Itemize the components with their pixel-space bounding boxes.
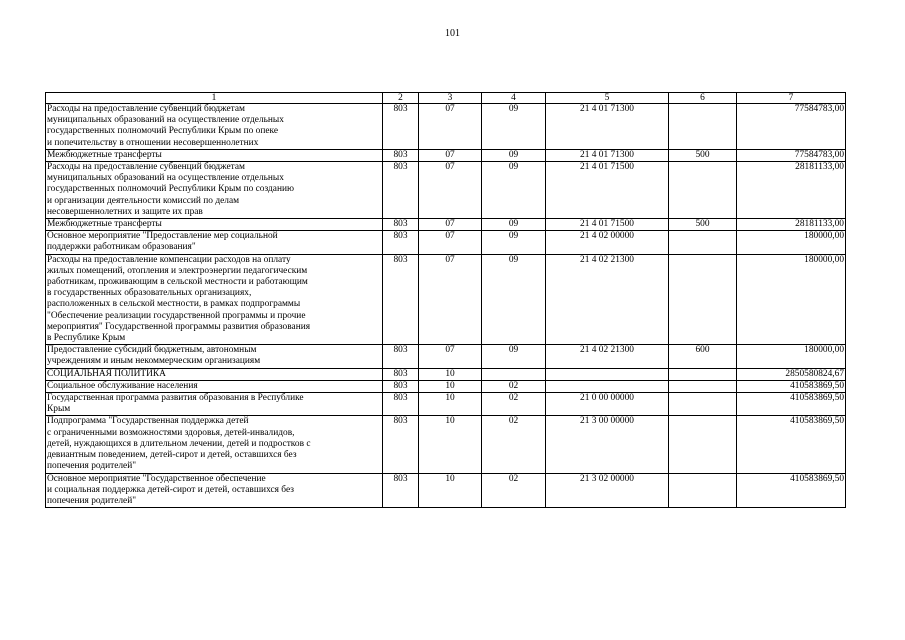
table-row	[46, 393, 846, 416]
cell-section: 07	[419, 149, 482, 161]
cell-expense-type	[669, 231, 737, 254]
cell-ministry-code: 803	[383, 149, 419, 161]
row-name: Расходы на предоставление субвенций бюджетам муниципальных образований на осуществление отдельных государственных полномочий Республики Крым по опеке и попечительству в отношении несовершеннолетних	[46, 104, 383, 150]
cell-section: 07	[419, 162, 482, 219]
cell-subsection: 09	[482, 149, 546, 161]
column-header: 5	[546, 93, 669, 104]
row-name: Государственная программа развития образования в Республике Крым	[46, 393, 383, 416]
row-name: Подпрограмма "Государственная поддержка детей с ограниченными возможностями здоровья, детей-инвалидов, детей, нуждающихся в длительном лечении, детей и подростков с девиантным поведением, детей-сирот и детей, оставшихся без попечения родителей"	[46, 416, 383, 473]
cell-section: 10	[419, 393, 482, 416]
cell-sum: 77584783,00	[737, 104, 846, 150]
row-name: Основное мероприятие "Государственное обеспечение и социальная поддержка детей-сирот и детей, оставшихся без попечения родителей"	[46, 473, 383, 508]
cell-section: 10	[419, 473, 482, 508]
cell-expense-type	[669, 393, 737, 416]
column-header: 3	[419, 93, 482, 104]
row-name: Расходы на предоставление субвенций бюджетам муниципальных образований на осуществление отдельных государственных полномочий Республики Крым по созданию и организации деятельности комиссий по делам несовершеннолетних и защите их прав	[46, 162, 383, 219]
cell-section: 10	[419, 380, 482, 392]
row-name: Межбюджетные трансферты	[46, 149, 383, 161]
cell-target-article	[546, 368, 669, 380]
cell-section: 07	[419, 104, 482, 150]
cell-section: 07	[419, 345, 482, 368]
cell-subsection: 02	[482, 416, 546, 473]
table-row	[46, 254, 846, 345]
cell-ministry-code: 803	[383, 219, 419, 231]
cell-expense-type	[669, 104, 737, 150]
table-row	[46, 345, 846, 368]
cell-expense-type	[669, 416, 737, 473]
cell-target-article: 21 0 00 00000	[546, 393, 669, 416]
cell-sum: 2850580824,67	[737, 368, 846, 380]
cell-section: 10	[419, 368, 482, 380]
cell-sum: 28181133,00	[737, 219, 846, 231]
cell-ministry-code: 803	[383, 345, 419, 368]
cell-target-article: 21 4 01 71300	[546, 149, 669, 161]
cell-subsection: 09	[482, 162, 546, 219]
cell-target-article: 21 4 02 21300	[546, 254, 669, 345]
row-name: Основное мероприятие "Предоставление мер социальной поддержки работникам образования"	[46, 231, 383, 254]
cell-section: 07	[419, 219, 482, 231]
cell-ministry-code: 803	[383, 416, 419, 473]
table-row	[46, 149, 846, 161]
cell-expense-type: 600	[669, 345, 737, 368]
cell-target-article: 21 4 02 21300	[546, 345, 669, 368]
row-name: Социальное обслуживание населения	[46, 380, 383, 392]
cell-expense-type	[669, 380, 737, 392]
table-row	[46, 368, 846, 380]
row-name: Предоставление субсидий бюджетным, автономным учреждениям и иным некоммерческим организациям	[46, 345, 383, 368]
column-header: 4	[482, 93, 546, 104]
table-row	[46, 219, 846, 231]
cell-target-article: 21 3 02 00000	[546, 473, 669, 508]
table-row	[46, 473, 846, 508]
table-row	[46, 104, 846, 150]
cell-subsection: 09	[482, 254, 546, 345]
row-name: СОЦИАЛЬНАЯ ПОЛИТИКА	[46, 368, 383, 380]
row-name: Расходы на предоставление компенсации расходов на оплату жилых помещений, отопления и электроэнергии педагогическим работникам, проживающим в сельской местности и работающим в государственных образовательных организациях, расположенных в сельской местности, в рамках подпрограммы "Обеспечение реализации государственной программы и прочие мероприятия" Государственной программы развития образования в Республике Крым	[46, 254, 383, 345]
column-header: 2	[383, 93, 419, 104]
cell-ministry-code: 803	[383, 393, 419, 416]
column-header: 6	[669, 93, 737, 104]
cell-ministry-code: 803	[383, 162, 419, 219]
table-row	[46, 162, 846, 219]
page-number: 101	[445, 28, 460, 39]
cell-expense-type	[669, 473, 737, 508]
cell-subsection: 09	[482, 104, 546, 150]
cell-sum: 28181133,00	[737, 162, 846, 219]
cell-ministry-code: 803	[383, 473, 419, 508]
cell-section: 07	[419, 254, 482, 345]
cell-subsection: 09	[482, 345, 546, 368]
cell-target-article: 21 4 02 00000	[546, 231, 669, 254]
cell-expense-type: 500	[669, 149, 737, 161]
cell-target-article	[546, 380, 669, 392]
cell-subsection: 09	[482, 219, 546, 231]
column-header: 1	[46, 93, 383, 104]
cell-sum: 410583869,50	[737, 473, 846, 508]
cell-ministry-code: 803	[383, 368, 419, 380]
table-row	[46, 231, 846, 254]
cell-target-article: 21 3 00 00000	[546, 416, 669, 473]
cell-section: 10	[419, 416, 482, 473]
cell-sum: 410583869,50	[737, 393, 846, 416]
cell-ministry-code: 803	[383, 254, 419, 345]
cell-sum: 180000,00	[737, 254, 846, 345]
cell-target-article: 21 4 01 71500	[546, 162, 669, 219]
cell-expense-type	[669, 368, 737, 380]
cell-sum: 180000,00	[737, 345, 846, 368]
cell-subsection	[482, 368, 546, 380]
cell-subsection: 09	[482, 231, 546, 254]
cell-expense-type: 500	[669, 219, 737, 231]
cell-sum: 410583869,50	[737, 416, 846, 473]
cell-sum: 180000,00	[737, 231, 846, 254]
cell-subsection: 02	[482, 393, 546, 416]
cell-subsection: 02	[482, 380, 546, 392]
cell-ministry-code: 803	[383, 104, 419, 150]
cell-ministry-code: 803	[383, 231, 419, 254]
cell-expense-type	[669, 162, 737, 219]
table-row	[46, 380, 846, 392]
table-header-row	[46, 93, 846, 104]
row-name: Межбюджетные трансферты	[46, 219, 383, 231]
cell-target-article: 21 4 01 71500	[546, 219, 669, 231]
cell-ministry-code: 803	[383, 380, 419, 392]
column-header: 7	[737, 93, 846, 104]
cell-subsection: 02	[482, 473, 546, 508]
cell-sum: 77584783,00	[737, 149, 846, 161]
cell-expense-type	[669, 254, 737, 345]
cell-target-article: 21 4 01 71300	[546, 104, 669, 150]
cell-section: 07	[419, 231, 482, 254]
budget-table	[45, 92, 846, 508]
cell-sum: 410583869,50	[737, 380, 846, 392]
table-row	[46, 416, 846, 473]
